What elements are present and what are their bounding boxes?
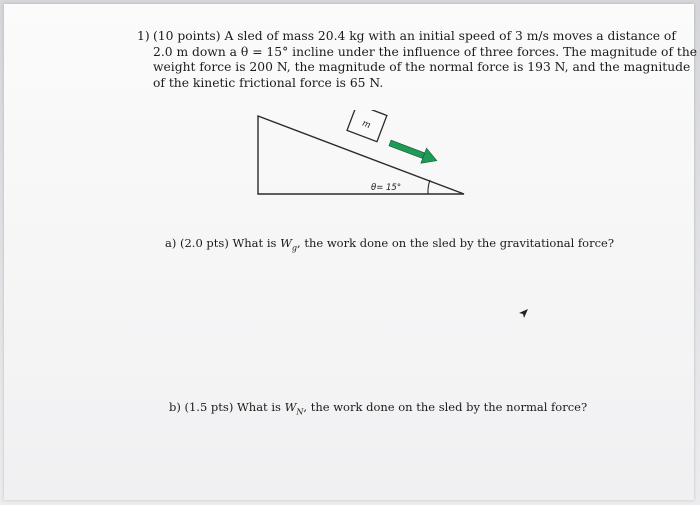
angle-arc <box>428 180 430 194</box>
question-a-suffix: , the work done on the sled by the gravitational force? <box>297 236 615 250</box>
question-b-subscript: N <box>296 407 304 417</box>
question-a-prefix: a) (2.0 pts) What is <box>165 236 281 250</box>
problem-line-3: weight force is 200 N, the magnitude of the normal force is 193 N, and the magnitude <box>153 60 691 74</box>
question-b-prefix: b) (1.5 pts) What is <box>169 400 285 414</box>
problem-line-1: (10 points) A sled of mass 20.4 kg with an initial speed of 3 m/s moves a distance of <box>153 29 676 43</box>
problem-text <box>153 29 698 91</box>
question-a-symbol: W <box>280 236 292 250</box>
question-b <box>169 400 587 416</box>
problem-line-2: 2.0 m down a θ = 15° incline under the influence of three forces. The magnitude of the <box>153 44 698 59</box>
problem-statement <box>137 29 698 91</box>
angle-label: θ= 15° <box>371 183 402 193</box>
pointer-cursor-icon <box>517 307 529 319</box>
block-mass-label: m <box>360 118 373 131</box>
question-b-symbol: W <box>284 400 297 414</box>
motion-arrow-icon <box>387 136 439 169</box>
question-b-suffix: , the work done on the sled by the normal force? <box>303 400 588 414</box>
question-a <box>165 236 614 252</box>
sled-block <box>347 110 387 142</box>
question-a-subscript: g <box>291 243 298 253</box>
problem-number: 1) <box>137 29 150 43</box>
incline-diagram <box>250 110 470 200</box>
problem-line-4: of the kinetic frictional force is 65 N. <box>153 75 384 90</box>
